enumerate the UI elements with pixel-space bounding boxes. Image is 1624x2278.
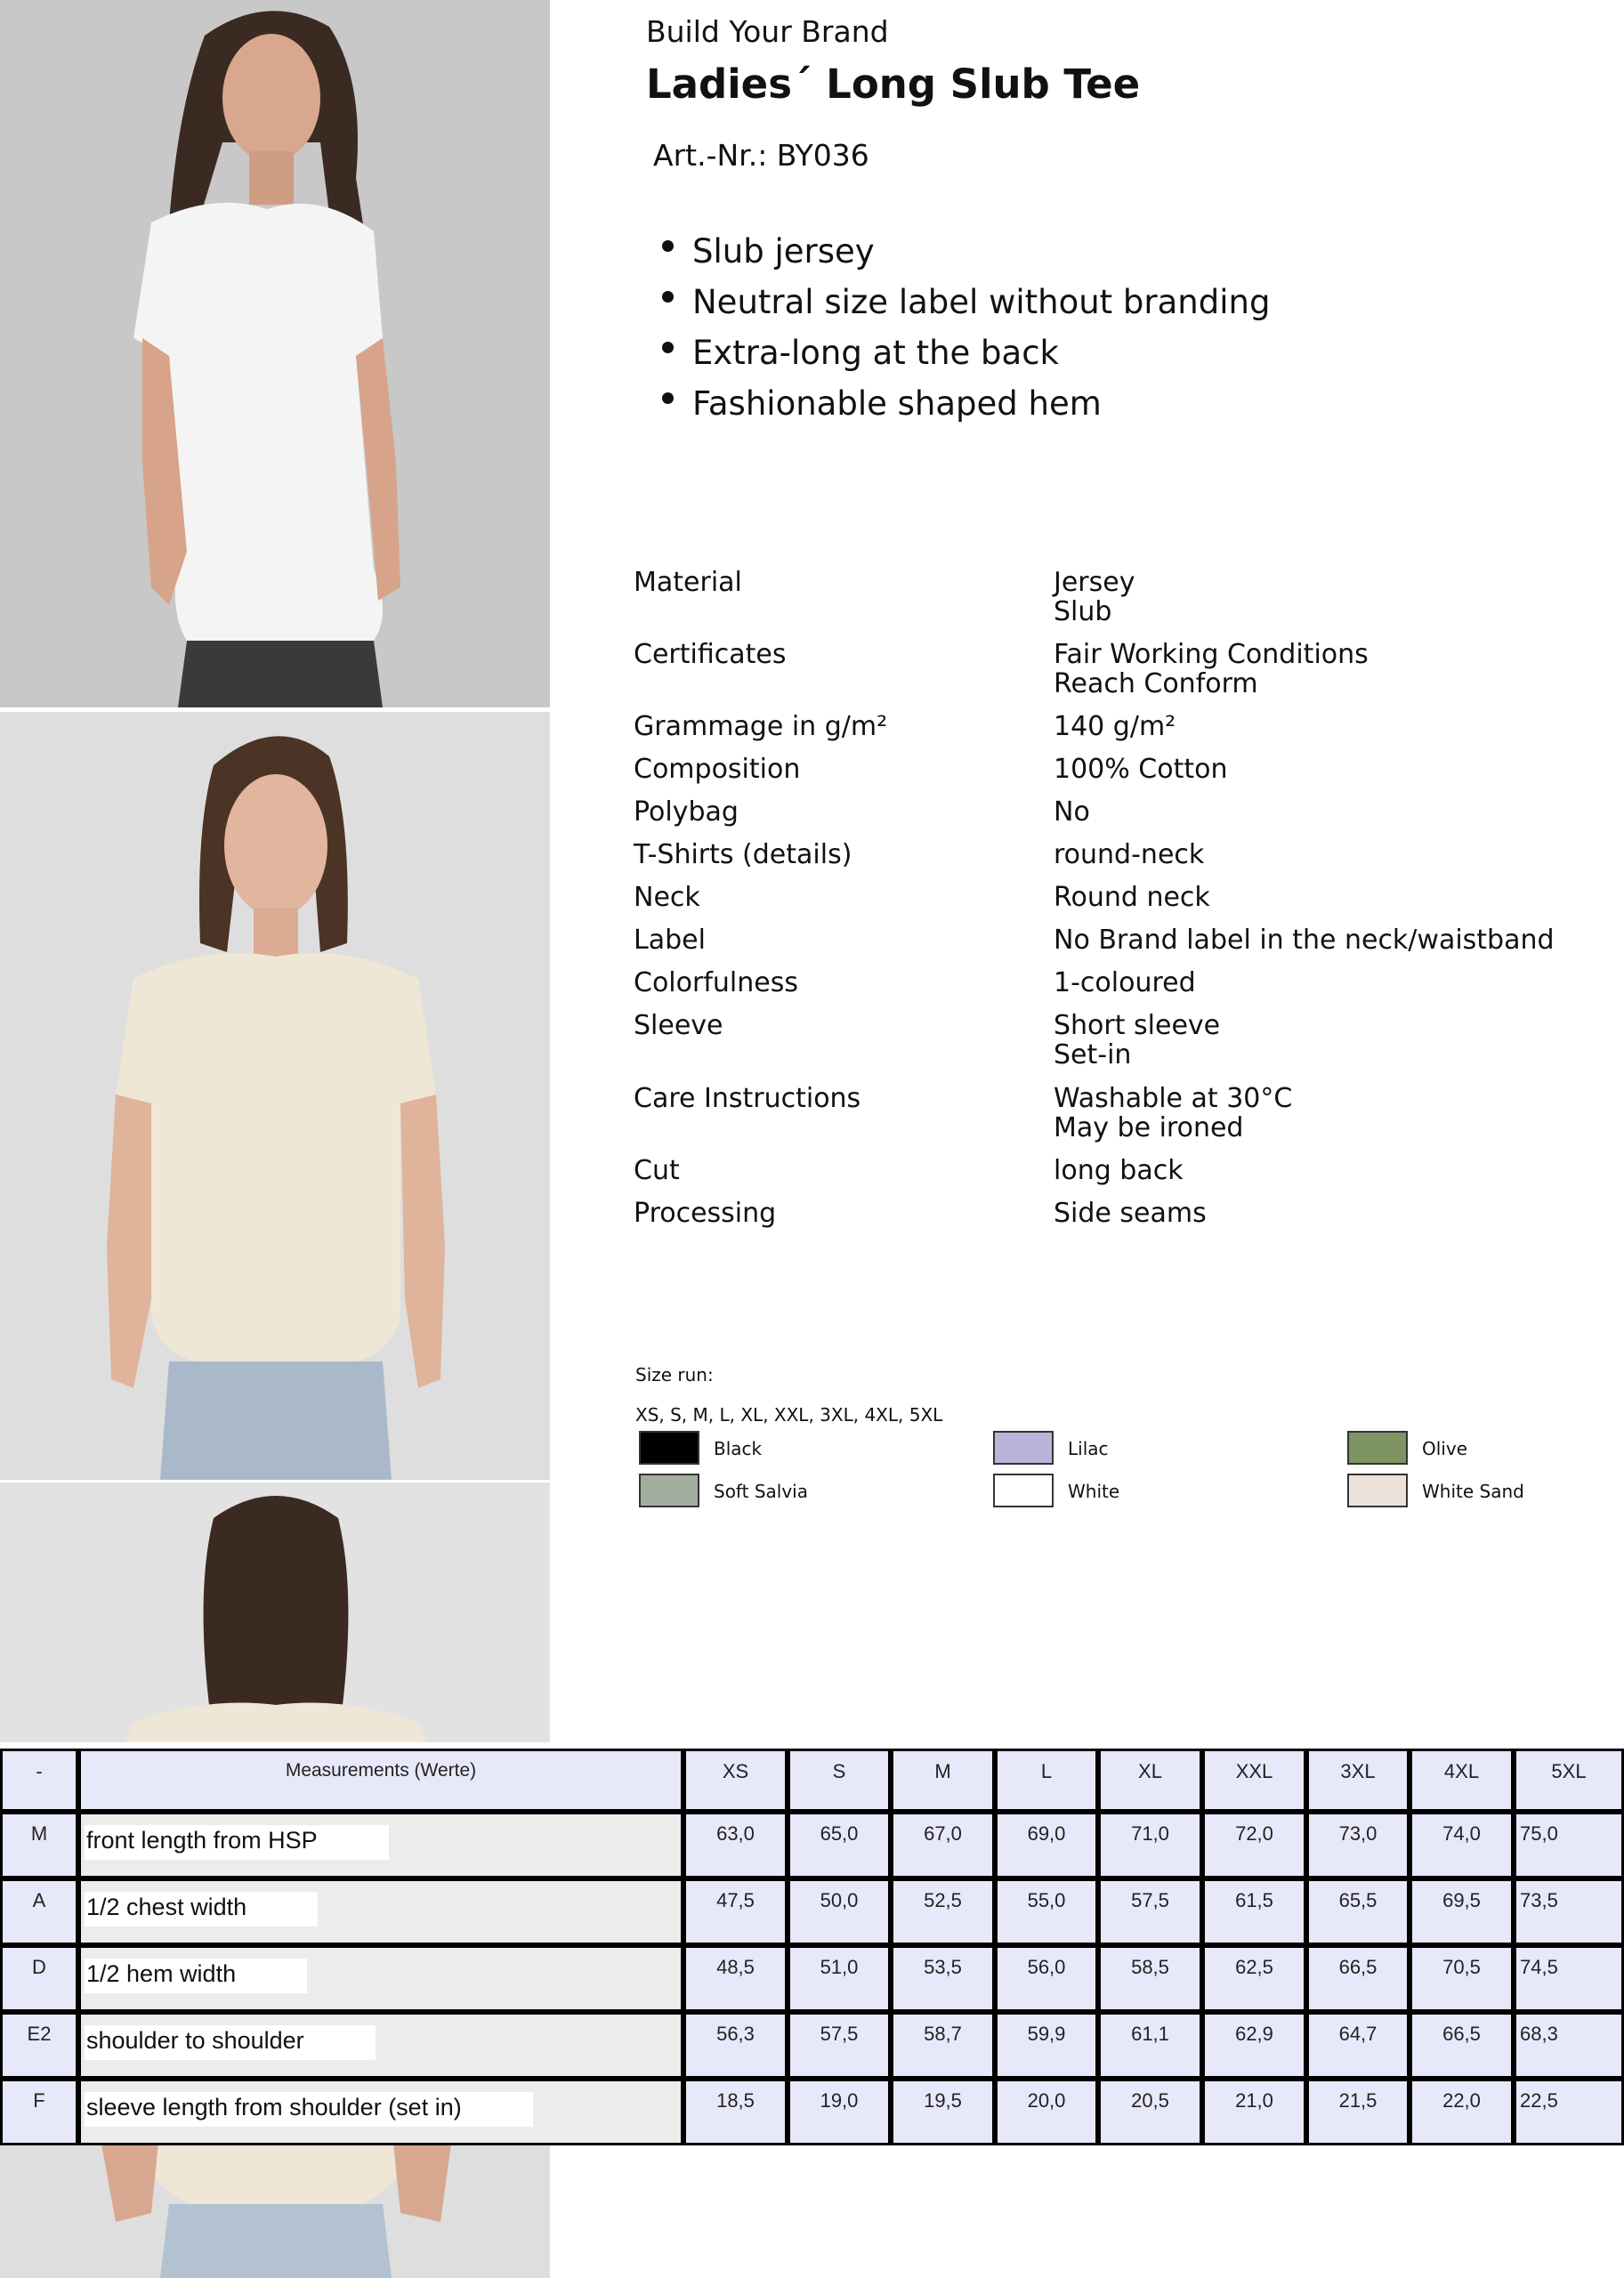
table-row <box>0 1812 1624 1878</box>
spec-label: Label <box>634 925 706 956</box>
measurement-value: 57,5 <box>1098 1878 1202 1945</box>
spec-row-polybag <box>634 797 1612 840</box>
measurement-value: 51,0 <box>788 1945 891 2012</box>
color-name: White Sand <box>1422 1481 1524 1502</box>
corner-cell: - <box>0 1749 78 1812</box>
table-row <box>0 1945 1624 2012</box>
measurement-value: 47,5 <box>683 1878 788 1945</box>
measurement-label-cell <box>78 1945 683 2012</box>
spec-row-cut <box>634 1156 1612 1199</box>
spec-label: Neck <box>634 882 700 913</box>
measurement-value: 67,0 <box>891 1812 995 1878</box>
measurement-value: 59,9 <box>995 2012 1098 2079</box>
spec-row-sleeve <box>634 1011 1612 1084</box>
spec-label: Care Instructions <box>634 1083 861 1114</box>
measurement-value: 74,0 <box>1410 1812 1514 1878</box>
spec-label: Composition <box>634 754 801 785</box>
spec-label: Colorfulness <box>634 967 798 998</box>
feature-item: Slub jersey <box>660 226 1270 277</box>
measurement-value: 70,5 <box>1410 1945 1514 2012</box>
measurement-value: 21,5 <box>1306 2079 1410 2145</box>
measurement-value: 71,0 <box>1098 1812 1202 1878</box>
measurement-code: E2 <box>0 2012 78 2079</box>
spec-row-composition <box>634 755 1612 797</box>
spec-value: Slub <box>1054 596 1112 627</box>
spec-table <box>634 568 1612 1241</box>
measurements-header: Measurements (Werte) <box>78 1749 683 1812</box>
measurement-value: 65,0 <box>788 1812 891 1878</box>
measurement-value: 62,5 <box>1202 1945 1306 2012</box>
size-run-label: Size run: <box>635 1364 714 1385</box>
measurement-label-cell <box>78 1878 683 1945</box>
product-photo-front-whitesand <box>0 712 550 1480</box>
color-swatch <box>1347 1474 1408 1507</box>
measurement-value: 73,5 <box>1514 1878 1624 1945</box>
measurement-label-cell <box>78 2012 683 2079</box>
measurement-label: 1/2 chest width <box>85 1892 318 1927</box>
color-name: Black <box>714 1438 763 1459</box>
size-header: L <box>995 1749 1098 1812</box>
color-swatch <box>1347 1431 1408 1465</box>
measurement-value: 56,0 <box>995 1945 1098 2012</box>
spec-label: Grammage in g/m² <box>634 711 888 742</box>
spec-value: Reach Conform <box>1054 668 1258 699</box>
measurement-value: 53,5 <box>891 1945 995 2012</box>
spec-row-processing <box>634 1199 1612 1241</box>
spec-value: round-neck <box>1054 839 1205 870</box>
size-header: 4XL <box>1410 1749 1514 1812</box>
feature-list <box>660 226 1270 429</box>
spec-label: Sleeve <box>634 1010 723 1041</box>
measurement-value: 20,0 <box>995 2079 1098 2145</box>
spec-value: Washable at 30°C <box>1054 1083 1293 1114</box>
color-name: Lilac <box>1068 1438 1109 1459</box>
table-row <box>0 2012 1624 2079</box>
spec-value: Fair Working Conditions <box>1054 639 1369 670</box>
measurement-code: F <box>0 2079 78 2145</box>
measurement-code: A <box>0 1878 78 1945</box>
measurement-value: 66,5 <box>1410 2012 1514 2079</box>
measurement-label: front length from HSP <box>85 1825 389 1860</box>
spec-row-grammage <box>634 712 1612 755</box>
feature-item: Extra-long at the back <box>660 327 1270 378</box>
color-swatch <box>993 1431 1054 1465</box>
measurement-label: shoulder to shoulder <box>85 2025 376 2060</box>
product-photo-back <box>0 1482 550 1742</box>
measurement-value: 68,3 <box>1514 2012 1624 2079</box>
measurement-table <box>0 1749 1624 2145</box>
spec-value: 1-coloured <box>1054 967 1196 998</box>
measurement-label-cell <box>78 1812 683 1878</box>
measurement-label: 1/2 hem width <box>85 1959 307 1993</box>
color-name: Soft Salvia <box>714 1481 808 1502</box>
size-header: S <box>788 1749 891 1812</box>
brand-name: Build Your Brand <box>646 14 889 49</box>
spec-value: May be ironed <box>1054 1112 1244 1143</box>
spec-value: Side seams <box>1054 1198 1207 1229</box>
measurement-header-row <box>0 1749 1624 1812</box>
spec-value: 140 g/m² <box>1054 711 1176 742</box>
measurement-value: 64,7 <box>1306 2012 1410 2079</box>
measurement-value: 50,0 <box>788 1878 891 1945</box>
size-header: 5XL <box>1514 1749 1624 1812</box>
measurement-value: 61,5 <box>1202 1878 1306 1945</box>
color-swatch <box>639 1474 699 1507</box>
measurement-value: 58,7 <box>891 2012 995 2079</box>
table-row <box>0 2079 1624 2145</box>
measurement-value: 73,0 <box>1306 1812 1410 1878</box>
measurement-value: 52,5 <box>891 1878 995 1945</box>
measurement-code: D <box>0 1945 78 2012</box>
measurement-value: 19,5 <box>891 2079 995 2145</box>
spec-value: long back <box>1054 1155 1184 1186</box>
measurement-code: M <box>0 1812 78 1878</box>
measurement-value: 69,5 <box>1410 1878 1514 1945</box>
spec-label: T-Shirts (details) <box>634 839 852 870</box>
measurement-value: 57,5 <box>788 2012 891 2079</box>
spec-value: Set-in <box>1054 1039 1132 1070</box>
measurement-value: 19,0 <box>788 2079 891 2145</box>
spec-value: No Brand label in the neck/waistband <box>1054 925 1555 956</box>
spec-row-colorfulness <box>634 968 1612 1011</box>
spec-label: Cut <box>634 1155 680 1186</box>
spec-value: Round neck <box>1054 882 1210 913</box>
measurement-value: 18,5 <box>683 2079 788 2145</box>
color-swatch <box>993 1474 1054 1507</box>
measurement-value: 55,0 <box>995 1878 1098 1945</box>
measurement-label-cell <box>78 2079 683 2145</box>
size-run-values: XS, S, M, L, XL, XXL, 3XL, 4XL, 5XL <box>635 1404 943 1426</box>
spec-row-care <box>634 1084 1612 1156</box>
spec-label: Certificates <box>634 639 787 670</box>
size-header: XL <box>1098 1749 1202 1812</box>
measurement-value: 61,1 <box>1098 2012 1202 2079</box>
table-row <box>0 1878 1624 1945</box>
measurement-value: 72,0 <box>1202 1812 1306 1878</box>
measurement-value: 62,9 <box>1202 2012 1306 2079</box>
product-photo-front-white <box>0 0 550 707</box>
measurement-value: 22,5 <box>1514 2079 1624 2145</box>
size-header: XS <box>683 1749 788 1812</box>
article-number: Art.-Nr.: BY036 <box>653 138 869 173</box>
size-header: 3XL <box>1306 1749 1410 1812</box>
spec-label: Polybag <box>634 796 739 828</box>
spec-row-certificates <box>634 640 1612 712</box>
size-header: M <box>891 1749 995 1812</box>
color-swatch <box>639 1431 699 1465</box>
product-title: Ladies´ Long Slub Tee <box>646 61 1141 108</box>
measurement-value: 20,5 <box>1098 2079 1202 2145</box>
feature-item: Fashionable shaped hem <box>660 378 1270 429</box>
spec-row-neck <box>634 883 1612 925</box>
spec-row-tshirt-details <box>634 840 1612 883</box>
measurement-value: 74,5 <box>1514 1945 1624 2012</box>
measurement-value: 66,5 <box>1306 1945 1410 2012</box>
measurement-value: 56,3 <box>683 2012 788 2079</box>
color-name: White <box>1068 1481 1120 1502</box>
measurement-value: 69,0 <box>995 1812 1098 1878</box>
measurement-value: 63,0 <box>683 1812 788 1878</box>
measurement-value: 65,5 <box>1306 1878 1410 1945</box>
size-header: XXL <box>1202 1749 1306 1812</box>
feature-item: Neutral size label without branding <box>660 277 1270 327</box>
spec-value: 100% Cotton <box>1054 754 1228 785</box>
spec-value: No <box>1054 796 1090 828</box>
measurement-value: 21,0 <box>1202 2079 1306 2145</box>
measurement-value: 48,5 <box>683 1945 788 2012</box>
color-name: Olive <box>1422 1438 1467 1459</box>
measurement-value: 75,0 <box>1514 1812 1624 1878</box>
measurement-label: sleeve length from shoulder (set in) <box>85 2092 533 2127</box>
measurement-value: 22,0 <box>1410 2079 1514 2145</box>
product-photo-back-hem <box>0 2124 550 2278</box>
measurement-value: 58,5 <box>1098 1945 1202 2012</box>
spec-label: Material <box>634 567 742 598</box>
spec-row-label <box>634 925 1612 968</box>
spec-label: Processing <box>634 1198 777 1229</box>
spec-value: Short sleeve <box>1054 1010 1221 1041</box>
spec-row-material <box>634 568 1612 640</box>
spec-value: Jersey <box>1054 567 1135 598</box>
